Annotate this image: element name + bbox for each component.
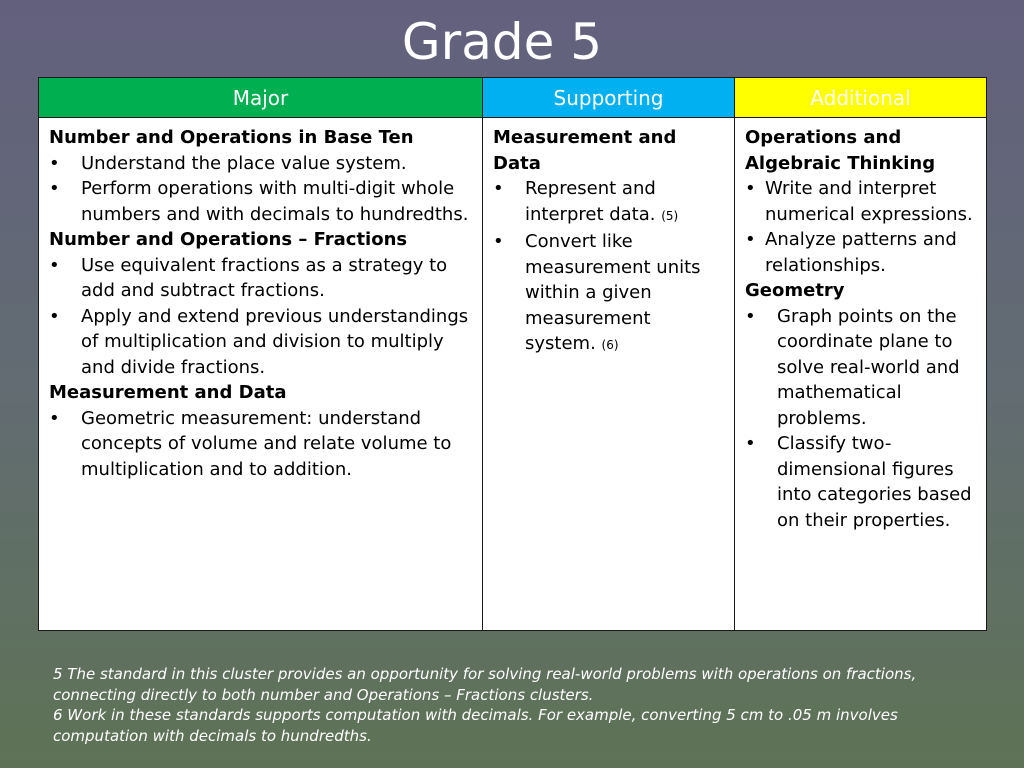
footnotes <box>53 664 983 746</box>
major-heading-base-ten: Number and Operations in Base Ten <box>49 127 414 148</box>
list-item: • Use equivalent fractions as a strategy to add and subtract fractions. <box>49 253 474 304</box>
item-text: Represent and interpret data. <box>525 178 656 225</box>
list-item: • Write and interpret numerical expressions. <box>745 176 978 227</box>
additional-cell <box>735 118 987 631</box>
column-header-major: Major <box>39 78 483 118</box>
major-heading-fractions: Number and Operations – Fractions <box>49 229 408 250</box>
supporting-heading-measurement: Measurement and Data <box>493 127 677 174</box>
list-item <box>493 176 726 229</box>
slide-title: Grade 5 <box>401 13 603 71</box>
footnote-ref-6: (6) <box>601 338 619 352</box>
content-row <box>39 118 987 631</box>
footnote-ref-5: (5) <box>661 208 679 223</box>
major-measurement-list <box>49 406 474 483</box>
footnote-6: 6 Work in these standards supports computation with decimals. For example, converting 5 cm to .05 m involves computation with decimals to hundredths. <box>53 706 898 745</box>
additional-geometry-list <box>745 304 978 534</box>
list-item: • Graph points on the coordinate plane to solve real-world and mathematical problems. <box>745 304 978 432</box>
item-text: Convert like measurement units within a given measurement system. <box>525 231 701 354</box>
major-cell <box>39 118 483 631</box>
column-header-supporting: Supporting <box>483 78 735 118</box>
list-item <box>493 229 726 359</box>
additional-algebraic-list <box>745 176 978 278</box>
additional-heading-geometry: Geometry <box>745 280 845 301</box>
list-item: • Analyze patterns and relationships. <box>745 227 978 278</box>
list-item: • Classify two-dimensional figures into categories based on their properties. <box>745 431 978 533</box>
supporting-list <box>493 176 726 359</box>
list-item: • Geometric measurement: understand concepts of volume and relate volume to multiplication and to addition. <box>49 406 474 483</box>
standards-table <box>38 77 987 631</box>
header-row <box>39 78 987 118</box>
major-base-ten-list <box>49 151 474 228</box>
major-fractions-list <box>49 253 474 381</box>
additional-heading-algebraic: Operations and Algebraic Thinking <box>745 127 936 174</box>
footnote-5: 5 The standard in this cluster provides an opportunity for solving real-world problems with operations on fractions, connecting directly to both number and Operations – Fractions clusters. <box>53 665 917 704</box>
supporting-cell <box>483 118 735 631</box>
list-item: • Apply and extend previous understandings of multiplication and division to multiply and divide fractions. <box>49 304 474 381</box>
column-header-additional: Additional <box>735 78 987 118</box>
list-item: • Perform operations with multi-digit whole numbers and with decimals to hundredths. <box>49 176 474 227</box>
major-heading-measurement: Measurement and Data <box>49 382 287 403</box>
list-item: • Understand the place value system. <box>49 151 474 177</box>
